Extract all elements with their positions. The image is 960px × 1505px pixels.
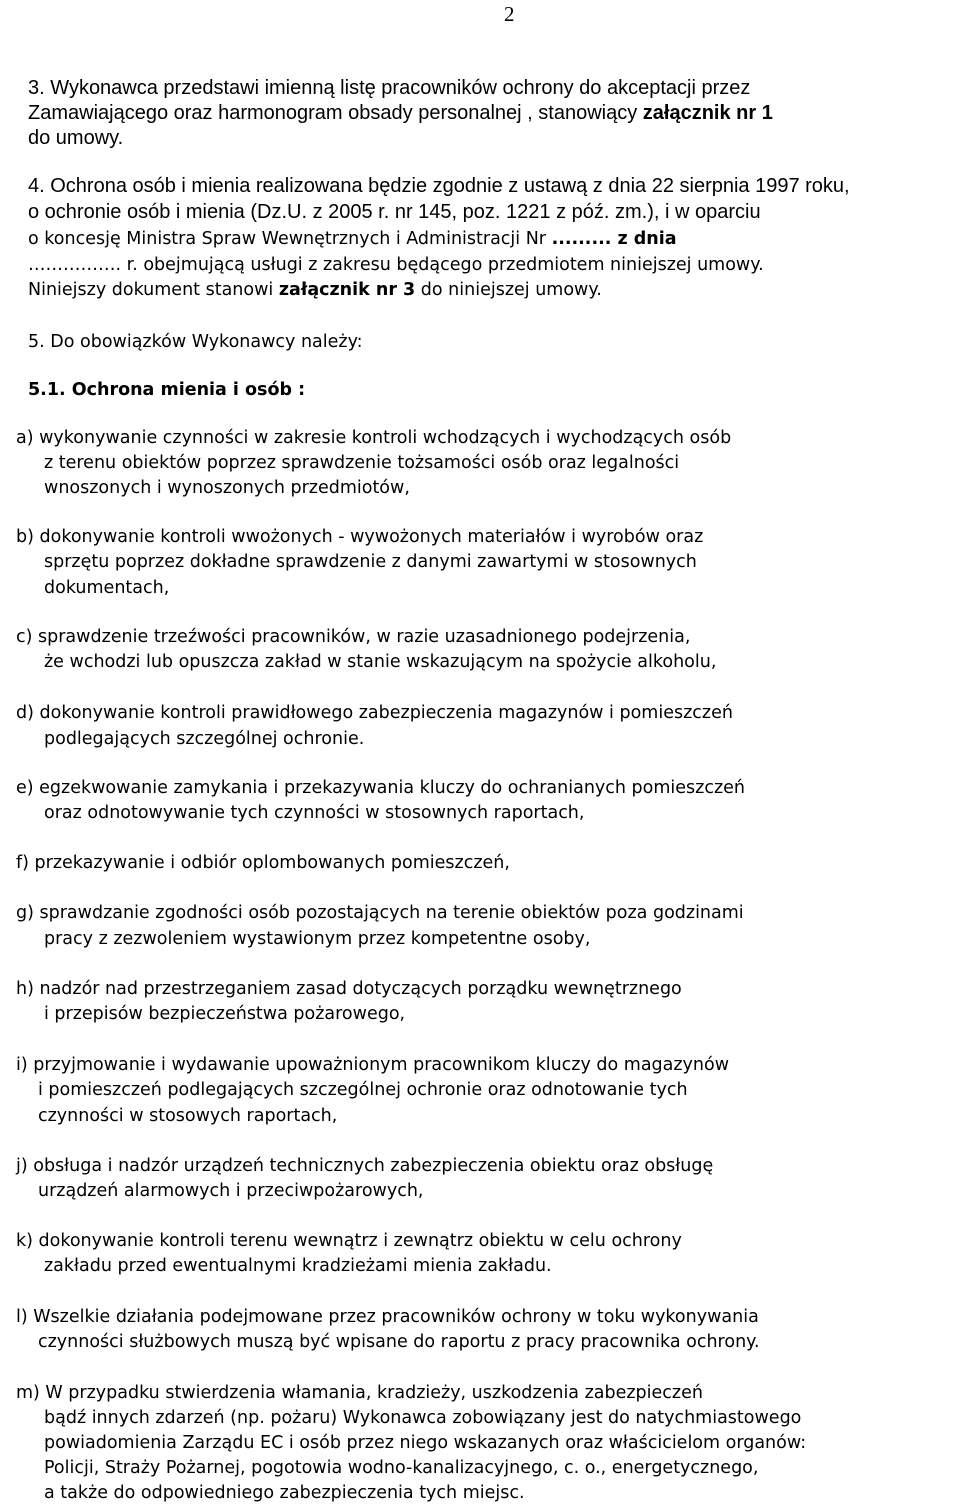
item-m-line-5: a także do odpowiedniego zabezpieczenia tych miejsc. [44, 1483, 525, 1503]
item-m-line-2: bądź innych zdarzeń (np. pożaru) Wykonawca zobowiązany jest do natychmiastowego [44, 1408, 802, 1428]
section-5-1-heading: 5.1. Ochrona mienia i osób : [28, 380, 306, 400]
item-d-line-1: d) dokonywanie kontroli prawidłowego zabezpieczenia magazynów i pomieszczeń [16, 703, 733, 723]
p3-line-2 [28, 101, 773, 125]
item-m-line-3: powiadomienia Zarządu EC i osób przez niego wskazanych oraz właścicielom organów: [44, 1433, 807, 1453]
p4-line-2: o ochronie osób i mienia (Dz.U. z 2005 r. nr 145, poz. 1221 z póź. zm.), i w oparciu [28, 201, 761, 223]
p4-line-4: ……………. r. obejmującą usługi z zakresu będącego przedmiotem niniejszej umowy. [28, 255, 764, 275]
item-e-line-1: e) egzekwowanie zamykania i przekazywania kluczy do ochranianych pomieszczeń [16, 778, 746, 798]
item-l-line-1: l) Wszelkie działania podejmowane przez pracowników ochrony w toku wykonywania [16, 1307, 759, 1327]
item-j-line-2: urządzeń alarmowych i przeciwpożarowych, [38, 1181, 424, 1201]
item-i-line-1: i) przyjmowanie i wydawanie upoważnionym pracownikom kluczy do magazynów [16, 1055, 730, 1075]
p4-line-3 [28, 227, 677, 251]
p3-line-3: do umowy. [28, 127, 124, 149]
item-c-line-1: c) sprawdzenie trzeźwości pracowników, w razie uzasadnionego podejrzenia, [16, 627, 691, 647]
item-b-line-3: dokumentach, [44, 578, 170, 598]
item-k-line-1: k) dokonywanie kontroli terenu wewnątrz i zewnątrz obiektu w celu ochrony [16, 1231, 682, 1251]
item-b-line-2: sprzętu poprzez dokładne sprawdzenie z danymi zawartymi w stosownych [44, 552, 697, 572]
p4-license-number-blank: ......... z dnia [551, 229, 677, 249]
p4-line-5 [28, 278, 602, 302]
item-h-line-1: h) nadzór nad przestrzeganiem zasad dotyczących porządku wewnętrznego [16, 979, 682, 999]
item-c-line-2: że wchodzi lub opuszcza zakład w stanie wskazującym na spożycie alkoholu, [44, 652, 717, 672]
p4-annex-ref: załącznik nr 3 [278, 280, 416, 300]
item-l-line-2: czynności służbowych muszą być wpisane do raportu z pracy pracownika ochrony. [38, 1332, 760, 1352]
item-b-line-1: b) dokonywanie kontroli wwożonych - wywożonych materiałów i wyrobów oraz [16, 527, 704, 547]
item-a-line-3: wnoszonych i wynoszonych przedmiotów, [44, 478, 410, 498]
item-j-line-1: j) obsługa i nadzór urządzeń technicznych zabezpieczenia obiektu oraz obsługę [16, 1156, 714, 1176]
item-f-line-1: f) przekazywanie i odbiór oplombowanych pomieszczeń, [16, 853, 510, 873]
item-m-line-1: m) W przypadku stwierdzenia włamania, kradzieży, uszkodzenia zabezpieczeń [16, 1383, 703, 1403]
item-h-line-2: i przepisów bezpieczeństwa pożarowego, [44, 1004, 406, 1024]
item-a-line-2: z terenu obiektów poprzez sprawdzenie tożsamości osób oraz legalności [44, 453, 680, 473]
p3-line-1: 3. Wykonawca przedstawi imienną listę pracowników ochrony do akceptacji przez [28, 77, 751, 99]
p3-annex-ref: załącznik nr 1 [642, 102, 773, 124]
p4-line-5-tail: do niniejszej umowy. [415, 280, 602, 300]
item-m-line-4: Policji, Straży Pożarnej, pogotowia wodno-kanalizacyjnego, c. o., energetycznego, [44, 1458, 759, 1478]
p4-line-3-text: o koncesję Ministra Spraw Wewnętrznych i Administracji Nr [28, 229, 552, 249]
item-g-line-2: pracy z zezwoleniem wystawionym przez kompetentne osoby, [44, 929, 591, 949]
item-g-line-1: g) sprawdzanie zgodności osób pozostających na terenie obiektów poza godzinami [16, 903, 744, 923]
item-a-line-1: a) wykonywanie czynności w zakresie kontroli wchodzących i wychodzących osób [16, 428, 732, 448]
item-e-line-2: oraz odnotowywanie tych czynności w stosownych raportach, [44, 803, 585, 823]
section-5-heading: 5. Do obowiązków Wykonawcy należy: [28, 332, 363, 352]
item-d-line-2: podlegających szczególnej ochronie. [44, 729, 365, 749]
item-i-line-2: i pomieszczeń podlegających szczególnej ochronie oraz odnotowanie tych [38, 1080, 688, 1100]
item-k-line-2: zakładu przed ewentualnymi kradzieżami mienia zakładu. [44, 1256, 552, 1276]
page-number: 2 [504, 2, 515, 26]
p3-line-2-text: Zamawiającego oraz harmonogram obsady personalnej , stanowiący [28, 102, 643, 124]
p4-line-5-text: Niniejszy dokument stanowi [28, 280, 279, 300]
p4-line-1: 4. Ochrona osób i mienia realizowana będzie zgodnie z ustawą z dnia 22 sierpnia 1997 roku, [28, 175, 850, 197]
item-i-line-3: czynności w stosowych raportach, [38, 1106, 338, 1126]
